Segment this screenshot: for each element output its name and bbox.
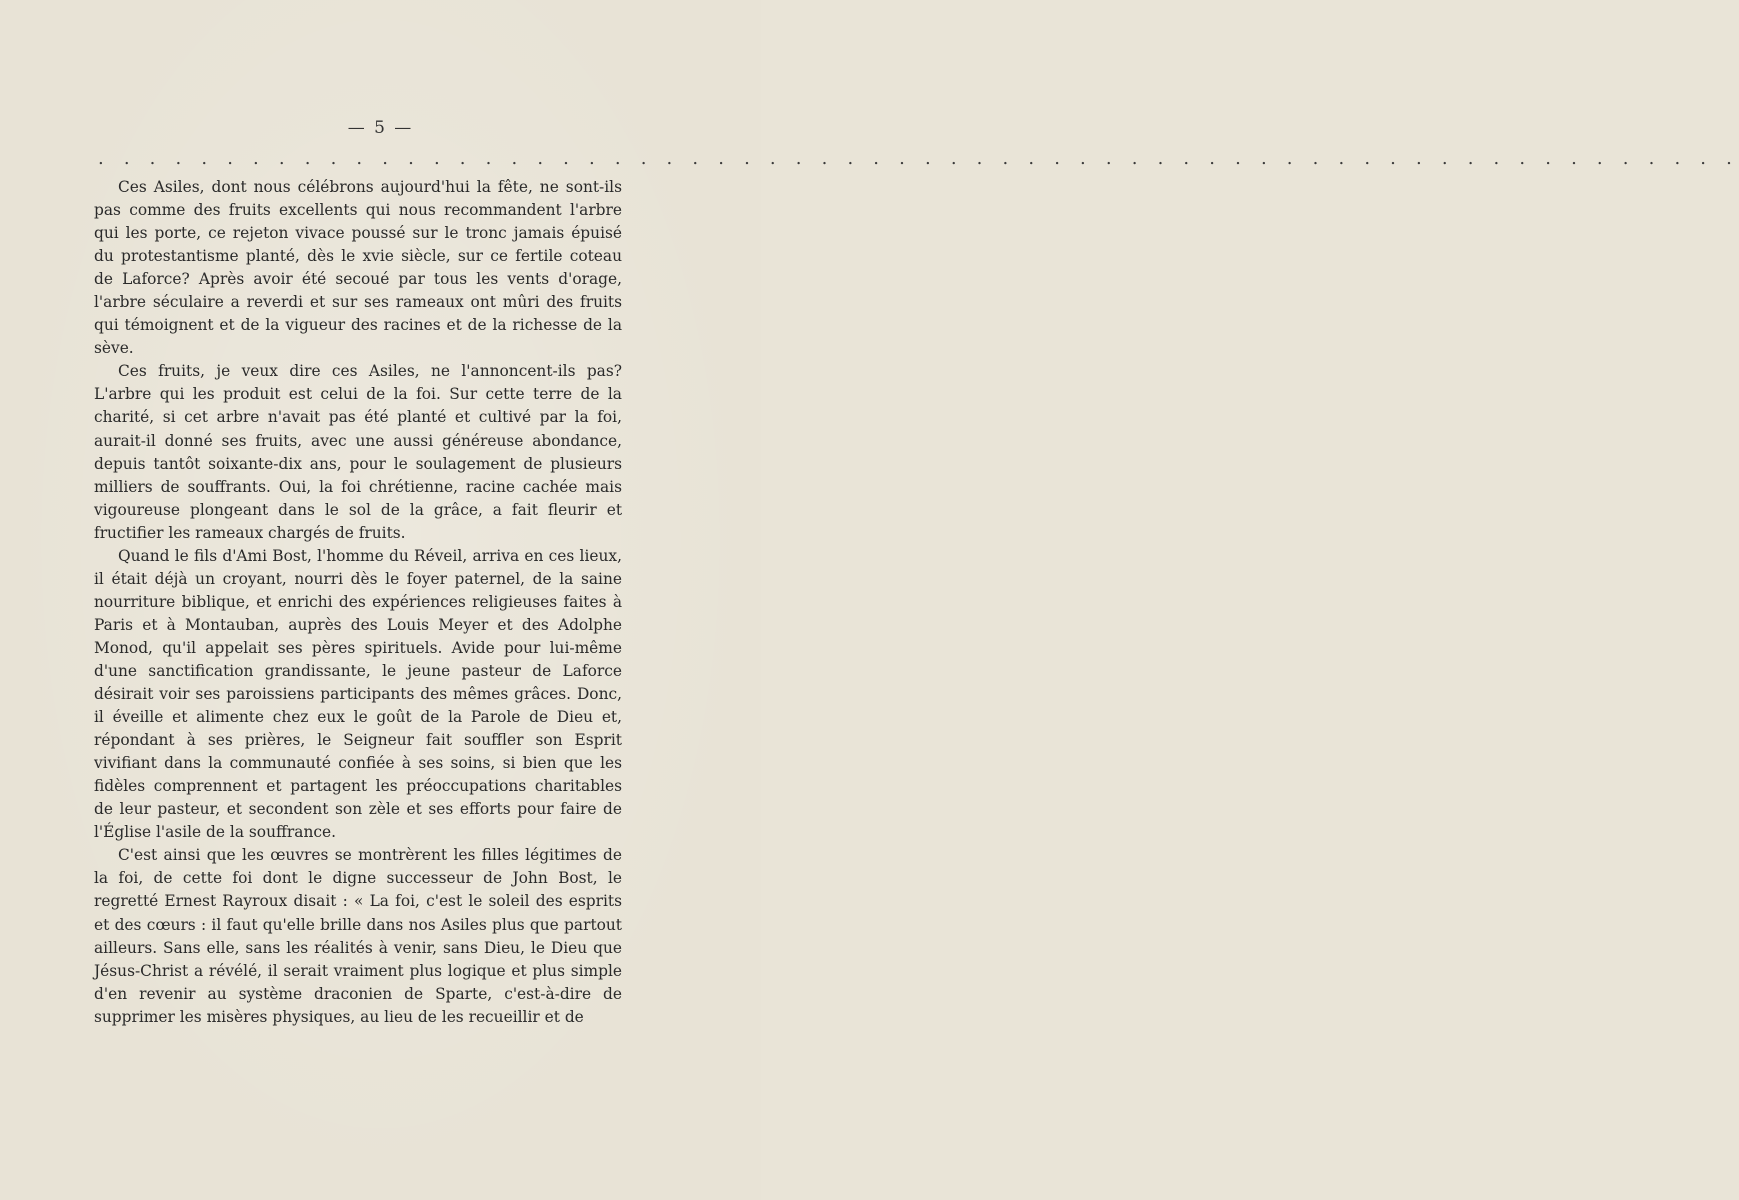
page-number: — 5 —	[347, 118, 414, 138]
paragraph: Ces fruits, je veux dire ces Asiles, ne l'annoncent-ils pas? L'arbre qui les produit est celui de la foi. Sur cette terre de la charité, si cet arbre n'avait pas été planté et cultivé par la foi, aurait-il donné ses fruits, avec une aussi généreuse abondance, depuis tantôt soixante-dix ans, pour le soulagement de plusieurs milliers de souffrants. Oui, la foi chrétienne, racine cachée mais vigoureuse plongeant dans le sol de la grâce, a fait fleurir et fructifier les rameaux chargés de fruits.	[94, 362, 622, 542]
paragraph: C'est ainsi que les œuvres se montrèrent les filles légitimes de la foi, de cette foi dont le digne successeur de John Bost, le regretté Ernest Rayroux disait : « La foi, c'est le soleil des esprits et des cœurs : il faut qu'elle brille dans nos Asiles plus que partout ailleurs. Sans elle, sans les réalités à venir, sans Dieu, le Dieu que Jésus-Christ a révélé, il serait vraiment plus logique et plus simple d'en revenir au système draconien de Sparte, c'est-à-dire de supprimer les misères physiques, au lieu de les recueillir et de	[94, 846, 622, 1026]
body-text	[94, 176, 622, 1029]
ellipsis-line: . . . . . . . . . . . . . . . . . . . . . . . . . . . . . . . . . . . . . . . . . . . . . . . . . . . . . . . . . . . . . . . .	[98, 148, 1739, 169]
paragraph: Ces Asiles, dont nous célébrons aujourd'hui la fête, ne sont-ils pas comme des fruits excellents qui nous recommandent l'arbre qui les porte, ce rejeton vivace poussé sur le tronc jamais épuisé du protestantisme planté, dès le xvie siècle, sur ce fertile coteau de Laforce? Après avoir été secoué par tous les vents d'orage, l'arbre séculaire a reverdi et sur ses rameaux ont mûri des fruits qui témoignent et de la vigueur des racines et de la richesse de la sève.	[94, 178, 622, 358]
paragraph: Quand le fils d'Ami Bost, l'homme du Réveil, arriva en ces lieux, il était déjà un croyant, nourri dès le foyer paternel, de la saine nourriture biblique, et enrichi des expériences religieuses faites à Paris et à Montauban, auprès des Louis Meyer et des Adolphe Monod, qu'il appelait ses pères spirituels. Avide pour lui-même d'une sanctification grandissante, le jeune pasteur de Laforce désirait voir ses paroissiens participants des mêmes grâces. Donc, il éveille et alimente chez eux le goût de la Parole de Dieu et, répondant à ses prières, le Seigneur fait souffler son Esprit vivifiant dans la communauté confiée à ses soins, si bien que les fidèles comprennent et partagent les préoccupations charitables de leur pasteur, et secondent son zèle et ses efforts pour faire de l'Église l'asile de la souffrance.	[94, 546, 622, 842]
